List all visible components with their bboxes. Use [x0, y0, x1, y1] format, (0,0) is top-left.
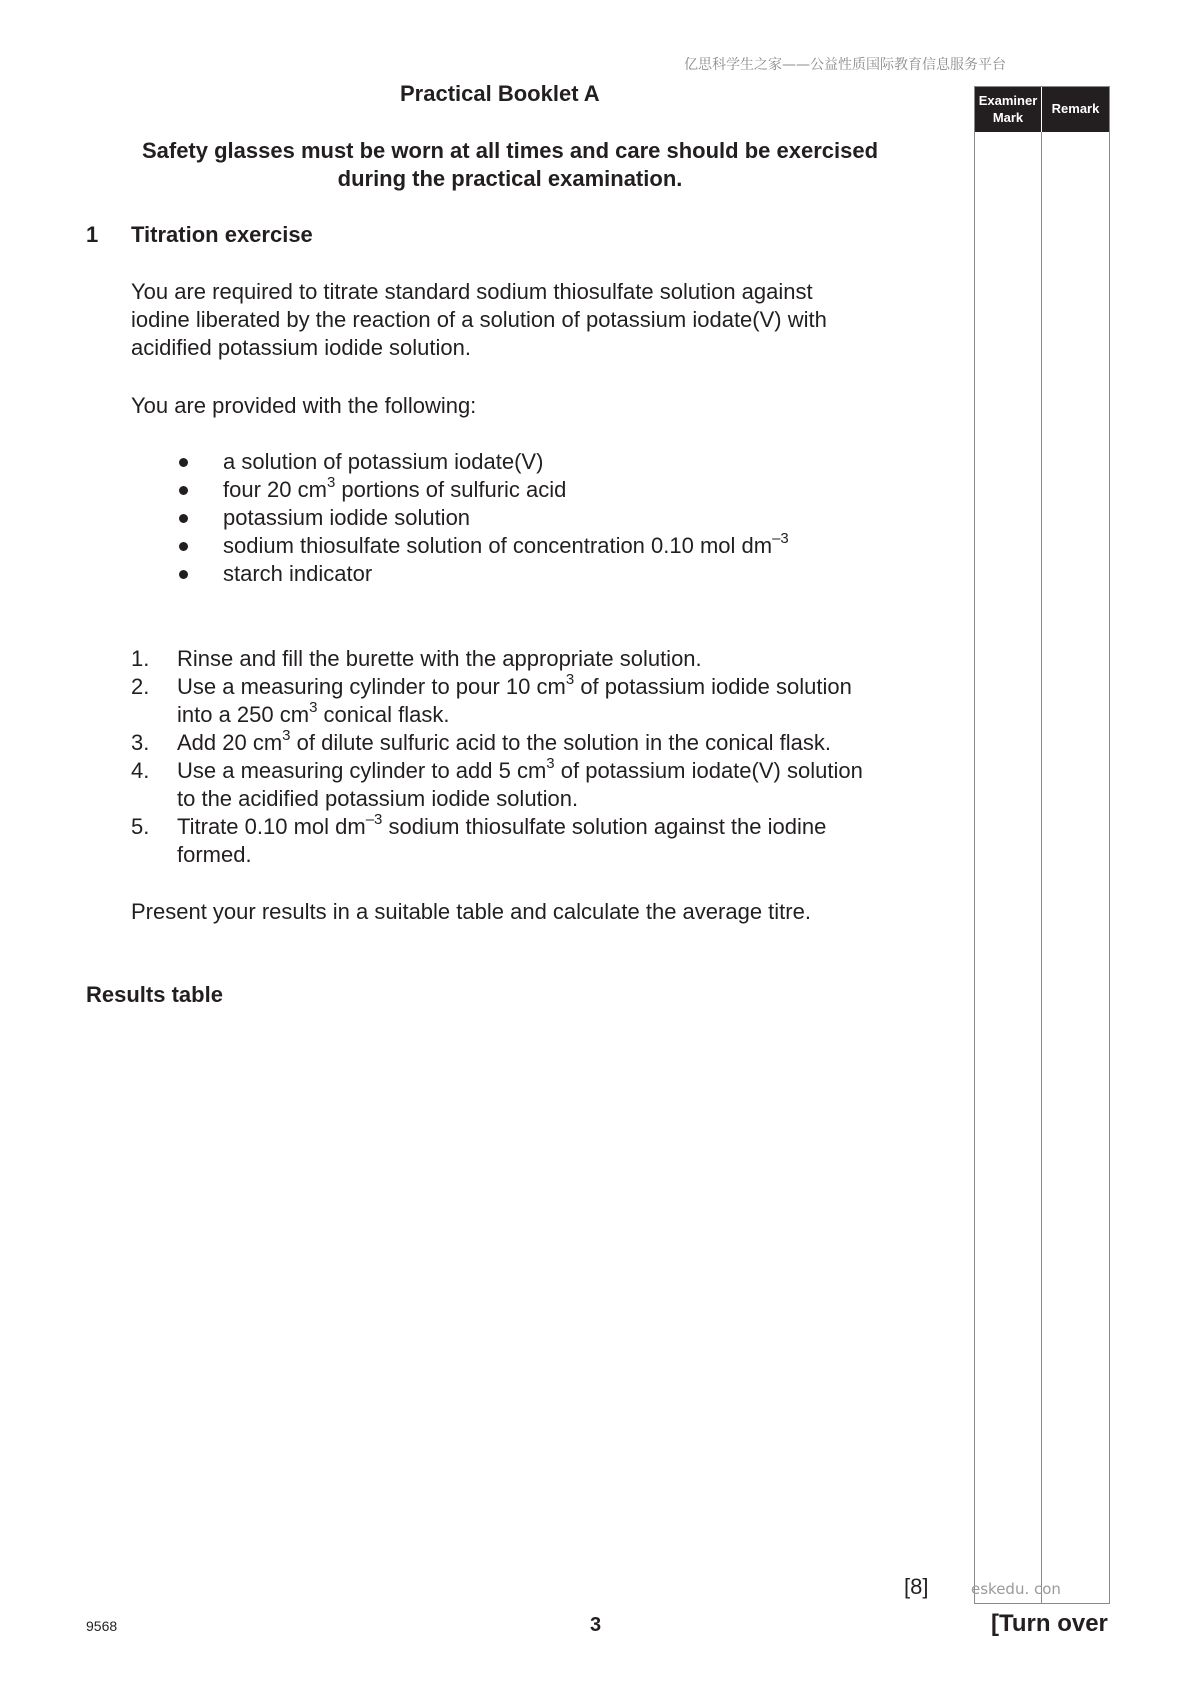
step-line: [177, 670, 931, 701]
bullet-dot-icon: [179, 570, 188, 579]
step-line: [177, 754, 931, 785]
step-line: [177, 645, 931, 673]
materials-list: [175, 448, 789, 588]
step-number: 2.: [131, 674, 150, 699]
procedure-step: [131, 645, 931, 673]
paper-code: 9568: [86, 1618, 118, 1634]
booklet-title: Practical Booklet A: [400, 81, 600, 106]
bullet-dot-icon: [179, 514, 188, 523]
superscript: 3: [565, 670, 575, 688]
intro-line: acidified potassium iodide solution.: [131, 335, 471, 360]
step-text: into a 250 cm: [177, 702, 310, 727]
material-text: potassium iodide solution: [223, 505, 471, 530]
watermark-header: 亿思科学生之家——公益性质国际教育信息服务平台: [684, 57, 1006, 73]
superscript: 3: [282, 726, 291, 744]
procedure-step: [131, 810, 931, 869]
examiner-mark-label: [975, 92, 1041, 126]
question-number: 1: [86, 222, 99, 247]
step-line: [177, 810, 931, 841]
material-item: [175, 448, 789, 476]
safety-notice: [90, 137, 930, 193]
procedure-step: [131, 754, 931, 813]
intro-line: iodine liberated by the reaction of a solution of potassium iodate(V) with: [131, 307, 827, 332]
step-text: to the acidified potassium iodide solution.: [177, 786, 579, 811]
superscript: –3: [772, 529, 789, 547]
step-text: Titrate 0.10 mol dm: [177, 814, 366, 839]
examiner-margin-column: [974, 86, 1110, 1604]
page-number: 3: [590, 1614, 602, 1636]
step-text: Add 20 cm: [177, 730, 283, 755]
step-number: 5.: [131, 814, 150, 839]
procedure-steps: [131, 645, 931, 869]
step-text: Use a measuring cylinder to pour 10 cm: [177, 674, 566, 699]
material-text: four 20 cm: [223, 477, 327, 502]
bullet-dot-icon: [179, 542, 188, 551]
superscript: 3: [546, 754, 555, 772]
step-text: of potassium iodate(V) solution: [554, 758, 863, 783]
step-text: sodium thiosulfate solution against the iodine: [382, 814, 827, 839]
superscript: 3: [326, 473, 336, 491]
provided-heading: You are provided with the following:: [131, 393, 477, 418]
step-text: of dilute sulfuric acid to the solution in the conical flask.: [290, 730, 832, 755]
instruction-present-results: Present your results in a suitable table and calculate the average titre.: [131, 899, 811, 924]
step-text: Use a measuring cylinder to add 5 cm: [177, 758, 547, 783]
safety-line-2: during the practical examination.: [337, 166, 683, 191]
bullet-dot-icon: [179, 486, 188, 495]
step-text: Rinse and fill the burette with the appropriate solution.: [177, 646, 702, 671]
step-number: 4.: [131, 758, 150, 783]
material-text: a solution of potassium iodate(V): [223, 449, 544, 474]
turn-over-label: [Turn over: [991, 1610, 1108, 1637]
procedure-step: [131, 726, 931, 757]
results-table-heading: Results table: [86, 982, 223, 1007]
material-item: [175, 529, 789, 560]
marks-available: [8]: [904, 1574, 929, 1599]
step-text: formed.: [177, 842, 252, 867]
superscript: –3: [365, 810, 383, 828]
mark-label: Mark: [992, 110, 1024, 125]
margin-header: [975, 87, 1109, 132]
step-line: [177, 698, 931, 729]
step-line: [177, 841, 931, 869]
material-text: portions of sulfuric acid: [335, 477, 567, 502]
margin-divider: [1041, 87, 1042, 1603]
material-item: [175, 473, 789, 504]
superscript: 3: [309, 698, 318, 716]
step-line: [177, 726, 931, 757]
material-text: sodium thiosulfate solution of concentration 0.10 mol dm: [223, 533, 773, 558]
watermark-footer: eskedu. con: [971, 1580, 1061, 1598]
question-title: Titration exercise: [131, 222, 313, 247]
step-text: of potassium iodide solution: [574, 674, 852, 699]
material-item: [175, 504, 789, 532]
material-item: [175, 560, 789, 588]
examiner-label: Examiner: [978, 93, 1038, 108]
intro-line: You are required to titrate standard sodium thiosulfate solution against: [131, 279, 813, 304]
step-line: [177, 785, 931, 813]
bullet-dot-icon: [179, 458, 188, 467]
intro-paragraph: [131, 278, 921, 362]
safety-line-1: Safety glasses must be worn at all times and care should be exercised: [141, 138, 879, 163]
step-text: conical flask.: [317, 702, 450, 727]
step-number: 1.: [131, 646, 150, 671]
step-number: 3.: [131, 730, 150, 755]
remark-label: Remark: [1051, 101, 1100, 116]
procedure-step: [131, 670, 931, 729]
material-text: starch indicator: [223, 561, 373, 586]
